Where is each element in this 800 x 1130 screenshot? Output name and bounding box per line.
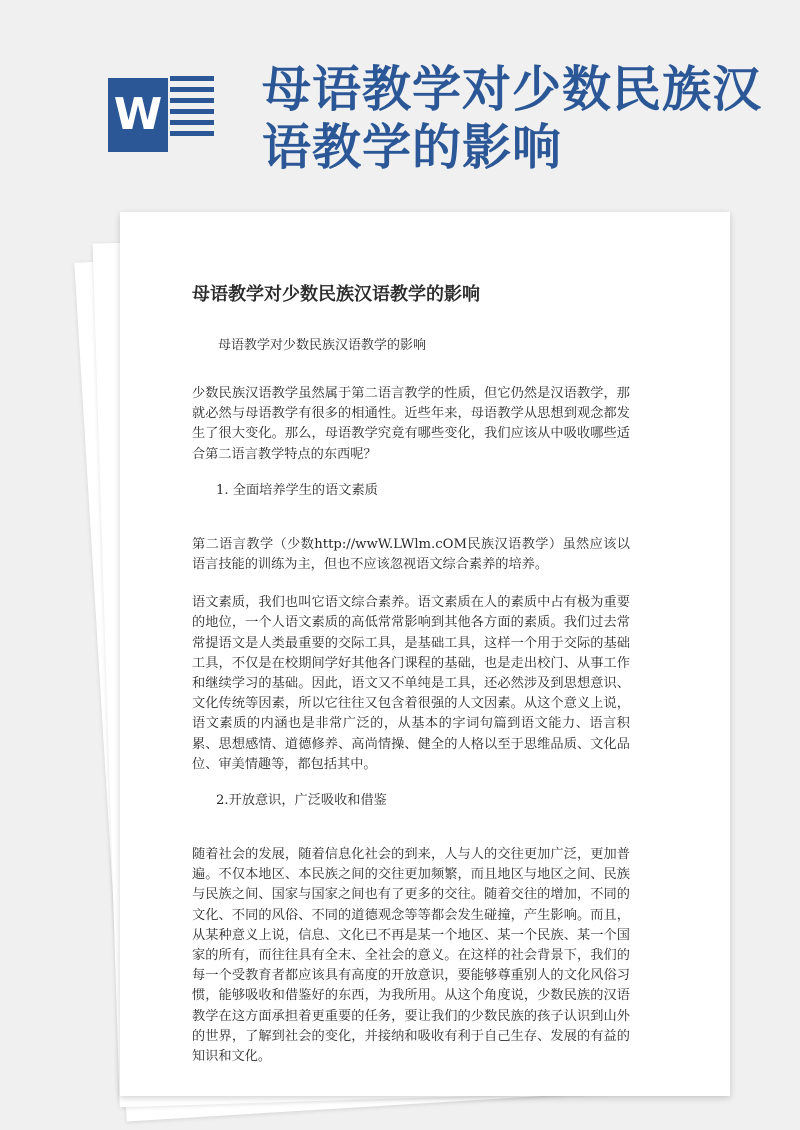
- section-heading-2: 2.开放意识，广泛吸收和借鉴: [216, 793, 387, 809]
- document-lines-icon: [164, 76, 214, 156]
- paragraph-intro: 少数民族汉语教学虽然属于第二语言教学的性质，但它仍然是汉语教学，那就必然与母语教学有很多的相通性。近些年来，母语教学从思想到观念都发生了很大变化。那么，母语教学究竟有哪些变化，我们应该从中吸收哪些适合第二语言教学特点的东西呢？: [192, 386, 630, 462]
- document-title: 母语教学对少数民族汉语教学的影响: [192, 284, 480, 305]
- document-page: [120, 212, 730, 1096]
- header-title: 母语教学对少数民族汉语教学的影响: [262, 60, 763, 176]
- paragraph-2: 语文素质，我们也叫它语文综合素养。语文素质在人的素质中占有极为重要的地位，一个人语文素质的高低常常影响到其他各方面的素质。我们过去常常提语文是人类最重要的交际工具，是基础工具，这样一个用于交际的基础工具，不仅是在校期间学好其他各门课程的基础，也是走出校门、从事工作和继续学习的基础。因此，语文又不单纯是工具，还必然涉及到思想意识、文化传统等因素，所以它往往又包含着很强的人文因素。从这个意义上说，语文素质的内涵也是非常广泛的，从基本的字词句篇到语文能力、语言积累、思想感情、道德修养、高尚情操、健全的人格以至于思维品质、文化品位、审美情趣等，都包括其中。: [192, 595, 630, 772]
- word-logo-letter: W: [108, 78, 168, 152]
- document-subtitle: 母语教学对少数民族汉语教学的影响: [218, 338, 427, 353]
- document-body: [192, 282, 630, 1067]
- section-heading-1: 1. 全面培养学生的语文素质: [216, 482, 378, 498]
- word-document-icon: [108, 72, 214, 160]
- paragraph-1: 第二语言教学（少数http://wwW.LWlm.cOM民族汉语教学）虽然应该以语言技能的训练为主，但也不应该忽视语文综合素养的培养。: [192, 536, 630, 573]
- paragraph-3: 随着社会的发展，随着信息化社会的到来，人与人的交往更加广泛，更加普遍。不仅本地区、本民族之间的交往更加频繁，而且地区与地区之间、民族与民族之间、国家与国家之间也有了更多的交往。随着交往的增加，不同的文化、不同的风俗、不同的道德观念等等都会发生碰撞，产生影响。而且，从某种意义上说，信息、文化已不再是某一个地区、某一个民族、某一个国家的所有，而往往具有全末、全社会的意义。在这样的社会背景下，我们的每一个受教育者都应该具有高度的开放意识，要能够尊重别人的文化风俗习惯，能够吸收和借鉴好的东西，为我所用。从这个角度说，少数民族的汉语教学在这方面承担着更重要的任务，要让我们的少数民族的孩子认识到山外的世界，了解到社会的变化，并接纳和吸收有利于自己生存、发展的有益的知识和文化。: [192, 847, 630, 1065]
